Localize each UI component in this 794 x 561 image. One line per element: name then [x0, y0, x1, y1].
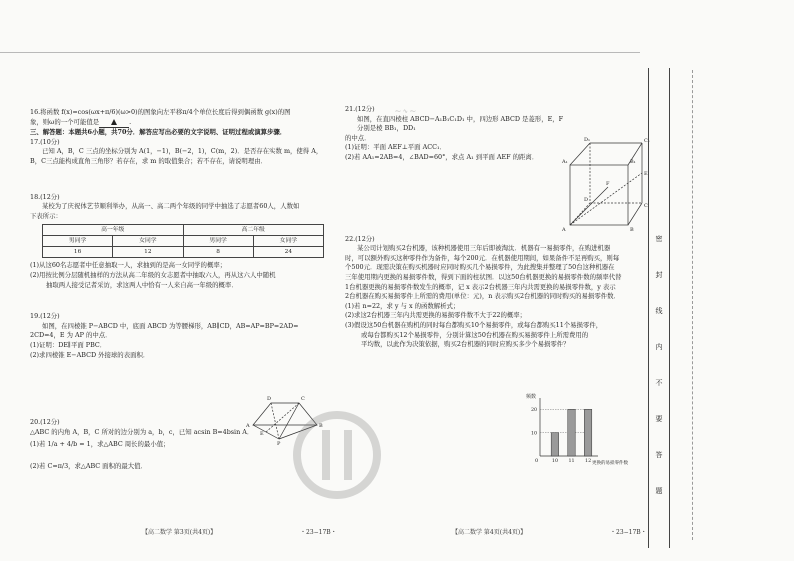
table-col-male-2: 男同学	[183, 236, 253, 247]
table-cell: 8	[183, 247, 253, 258]
svg-text:A: A	[246, 423, 250, 429]
svg-text:D: D	[267, 396, 272, 402]
table-row	[43, 247, 324, 258]
q20-head: 20.(12分)	[30, 418, 60, 427]
q18-sub2b: 抽取两人接受记者采访，求这两人中恰有一人来自高一年级的概率．	[46, 280, 238, 289]
q21-line1: 如图，在直四棱柱 ABCD−A₁B₁C₁D₁ 中，四边形 ABCD 是菱形，E，F 分别是棱 BB₁，DD₁	[357, 114, 564, 133]
q18-sub2a: (2)用按比例分层随机抽样的方法从高二年级的女志愿者中抽取六人，再从这六人中随机	[30, 270, 276, 279]
origin-label: 0	[535, 458, 539, 464]
q22-sub3c: 平均数，以此作为决策依据，购买2台机器的同时应购买多少个易损零件？	[361, 340, 570, 349]
bar-chart	[520, 390, 640, 470]
binding-char: 密	[655, 235, 663, 243]
section-3-heading: 三、解答题：本题共6小题，共70分．解答应写出必要的文字说明、证明过程或演算步骤．	[30, 128, 287, 137]
prism-figure	[560, 135, 650, 235]
answer-blank	[99, 117, 132, 129]
q19-head: 19.(12分)	[30, 312, 60, 321]
table-col-male-1: 男同学	[43, 236, 113, 247]
q21-sub2: (2)若 AA₁=2AB=4，∠BAD=60°，求点 A₁ 到平面 AEF 的距离．	[345, 152, 539, 161]
bar	[551, 433, 558, 456]
table-cell: 16	[43, 247, 113, 258]
q19-line2: 2CD=4，E 为 AP 的中点．	[30, 331, 112, 340]
binding-char: 内	[655, 343, 663, 351]
x-axis-label: 更换的易损零件数	[592, 461, 628, 466]
binding-char: 要	[655, 415, 663, 423]
pencil-scribble: ⁓ ∿ ⁓	[395, 108, 416, 115]
table-col-female-2: 女同学	[253, 236, 323, 247]
question-22	[345, 235, 640, 350]
footer-page3: 【高二数学 第3页(共4页)】	[142, 529, 217, 536]
q19-sub2: (2)求四棱锥 E−ABCD 外接球的表面积．	[30, 350, 150, 359]
q20-sub1: (1)若 1/a + 4/b = 1，求△ABC 周长的最小值；	[30, 440, 170, 449]
binding-char: 线	[655, 307, 663, 315]
table-header-grade2: 高二年级	[183, 225, 324, 236]
q20-line1: △ABC 的内角 A，B，C 所对的边分别为 a，b，c，已知 acsin B=4bsin A．	[30, 427, 254, 436]
q18-sub1: (1)从这60名志愿者中任意抽取一人，求抽到的是高一女同学的概率；	[30, 261, 227, 270]
svg-text:P: P	[277, 441, 281, 445]
question-18	[30, 193, 330, 291]
binding-char: 封	[655, 271, 663, 279]
q17-line1: 已知 A，B，C 三点的坐标分别为 A(1，−1)，B(−2，1)，C(m，2)．是否存在实数 m，使得 A，	[42, 147, 323, 156]
binding-char: 不	[655, 379, 663, 387]
x-tick-label: 12	[585, 459, 592, 464]
footer-code-right: ・23−17B・	[610, 529, 647, 536]
q22-sub2: (2)求这2台机器三年内共需更换的易损零件数不大于22的概率；	[345, 311, 527, 320]
triangle-icon	[111, 119, 117, 125]
x-tick-label: 11	[568, 459, 575, 464]
table-col-female-1: 女同学	[113, 236, 183, 247]
q22-sub3a: (3)假设这50台机器在购机的同时每台都购买10个易损零件，或每台都购买11个易损零件，	[345, 320, 603, 329]
q22-p1: 某公司计划购买2台机器，该种机器使用三年后即被淘汰．机器有一易损零件，在购进机器	[357, 244, 611, 253]
q22-head: 22.(12分)	[345, 234, 375, 243]
question-17	[30, 138, 330, 167]
q21-sub1: (1)证明：平面 AEF⊥平面 ACC₁．	[345, 143, 446, 152]
svg-text:D: D	[584, 197, 589, 203]
table-cell: 24	[253, 247, 323, 258]
table-cell: 12	[113, 247, 183, 258]
svg-text:D₁: D₁	[584, 137, 591, 143]
table-header-grade1: 高一年级	[43, 225, 184, 236]
y-axis-label: 频数	[526, 394, 537, 400]
q19-line1: 如图，在四棱锥 P−ABCD 中，底面 ABCD 为等腰梯形，AB∥CD，AB=AP=BP=2AD=	[42, 321, 299, 330]
y-tick-label: 10	[531, 431, 538, 437]
svg-text:B: B	[630, 227, 634, 233]
footer-page4: 【高二数学 第4页(共4页)】	[452, 529, 527, 536]
q22-p6: 2台机器在购买易损零件上所需的费用(单位：元)，n 表示购买2台机器的同时购买的易损零件数．	[345, 292, 620, 301]
q17-head: 17.(10分)	[30, 137, 60, 146]
svg-text:A: A	[562, 227, 566, 233]
svg-text:C: C	[644, 203, 648, 209]
q22-p3: 个500元．现需决策在购买机器时应同时购买几个易损零件，为此搜集并整理了50台这种机器在	[345, 263, 615, 272]
svg-text:B₁: B₁	[630, 159, 636, 165]
q19-sub1: (1)证明：DE∥平面 PBC．	[30, 340, 107, 349]
svg-text:A₁: A₁	[562, 159, 568, 165]
bar	[568, 409, 575, 456]
svg-text:C: C	[301, 396, 305, 402]
svg-text:B: B	[319, 423, 323, 429]
q20-sub2: (2)若 C=π/3，求△ABC 面积的最大值．	[30, 461, 147, 470]
q22-sub3b: 或每台都购买12个易损零件，分别计算这50台机器在购买易损零件上所需费用的	[361, 330, 589, 339]
svg-text:E: E	[644, 171, 648, 177]
watermark-seal	[292, 405, 382, 505]
binding-notice	[649, 230, 669, 518]
q16-line1: 16.将函数 f(x)=cos(ωx+π/6)(ω>0)的图象向左平移π/4个单位长度后得到偶函数 g(x)的图	[30, 108, 291, 116]
svg-text:F: F	[606, 181, 610, 187]
cut-line	[692, 70, 693, 540]
binding-char: 答	[655, 451, 663, 459]
q18-line1: 某校为了庆祝体艺节顺利举办，从高一、高二两个年级的同学中抽选了志愿者60人，人数如	[42, 202, 300, 211]
svg-text:E: E	[260, 431, 264, 437]
q18-head: 18.(12分)	[30, 192, 60, 201]
q21-line2: 的中点．	[345, 133, 371, 142]
q22-p5: 1台机器更换的易损零件数发生的概率，记 x 表示2台机器三年内共需更换的易损零件数，y 表示	[345, 282, 616, 291]
q22-p4: 三年使用期内更换的易损零件数，得到下面的柱状图．以这50台机器更换的易损零件数的频率代替	[345, 272, 622, 281]
question-19	[30, 312, 330, 360]
footer-code-left: ・23−17B・	[300, 529, 337, 536]
question-16	[30, 108, 330, 128]
svg-text:C₁: C₁	[644, 138, 650, 144]
y-tick-label: 20	[531, 408, 538, 414]
q16-line2: 象，则ω的一个可能值是	[30, 117, 100, 126]
x-tick-label: 10	[551, 459, 559, 464]
q17-line2: B，C三点能构成直角三角形？若存在，求 m 的取值集合；若不存在，请说明理由．	[30, 156, 267, 165]
q16-end: .	[129, 117, 132, 126]
top-rule	[0, 52, 640, 53]
q18-line2: 下表所示：	[30, 211, 62, 220]
binding-char: 题	[655, 487, 663, 495]
q21-head: 21.(12分)	[345, 105, 375, 113]
q22-sub1: (1)若 n=22，求 y 与 x 的函数解析式；	[345, 301, 460, 310]
bar	[584, 409, 591, 456]
q22-p2: 时，可以额外购买这种零件作为备件，每个200元．在机器使用期间，如果备件不足再购买，则每	[345, 253, 620, 262]
volunteer-table	[42, 224, 324, 258]
